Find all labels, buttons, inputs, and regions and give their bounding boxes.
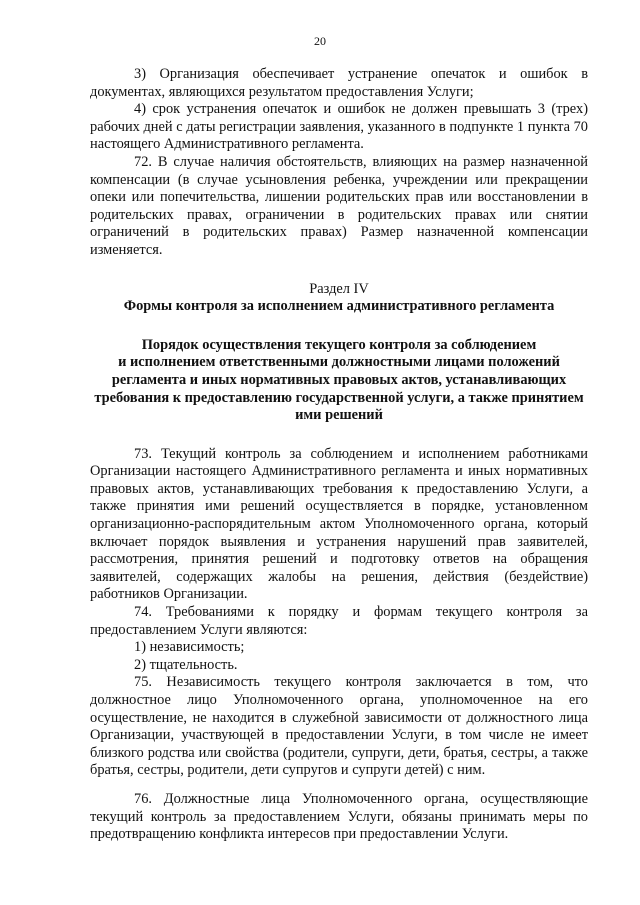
paragraph-74: 74. Требованиями к порядку и формам текущего контроля за предоставлением Услуги являются: [90, 604, 588, 638]
page-content [90, 66, 588, 844]
list-item-thoroughness: 2) тщательность. [134, 656, 238, 673]
paragraph-75: 75. Независимость текущего контроля заключается в том, что должностное лицо Уполномоченного органа, уполномоченное на его осуществление, не находится в служебной зависимости от должностного лица Организации, участвующей в предоставлении Услуги, в том числе не имеет близкого родства или свойства (родители, супруги, дети, братья, сестры, а также братья, сестры, родители, дети супругов и супруги детей) с ним. [90, 674, 588, 779]
subsection-heading [90, 337, 588, 425]
list-item-independence: 1) независимость; [134, 639, 245, 656]
subsection-heading-line: Порядок осуществления текущего контроля за соблюдением [141, 336, 537, 353]
subsection-heading-line: регламента и иных нормативных правовых актов, устанавливающих [111, 371, 567, 388]
section-heading: Формы контроля за исполнением административного регламента [123, 298, 555, 315]
paragraph-item-3: 3) Организация обеспечивает устранение опечаток и ошибок в документах, являющихся результатом предоставления Услуги; [90, 66, 588, 100]
paragraph-item-4: 4) срок устранения опечаток и ошибок не должен превышать 3 (трех) рабочих дней с даты регистрации заявления, указанного в подпункте 1 пункта 70 настоящего Административного регламента. [90, 101, 588, 153]
subsection-heading-line: и исполнением ответственными должностными лицами положений [118, 354, 560, 371]
subsection-heading-line: ими решений [295, 407, 383, 424]
section-title: Раздел IV [309, 280, 369, 297]
paragraph-72: 72. В случае наличия обстоятельств, влияющих на размер назначенной компенсации (в случае усыновления ребенка, учреждении или прекращении опеки или попечительства, лишении родительских прав или восстановлении в родительских правах, ограничении в родительских правах или снятии ограничений в родительских правах) Размер назначенной компенсации изменяется. [90, 153, 588, 258]
paragraph-76: 76. Должностные лица Уполномоченного органа, осуществляющие текущий контроль за предоставлением Услуги, обязаны принимать меры по предотвращению конфликта интересов при предоставлении Услуги. [90, 790, 588, 843]
page-number: 20 [314, 34, 326, 48]
subsection-heading-line: требования к предоставлению государственной услуги, а также принятием [94, 389, 584, 406]
paragraph-73: 73. Текущий контроль за соблюдением и исполнением работниками Организации настоящего Административного регламента и иных нормативных правовых актов, устанавливающих требования к предоставлению Услуги, а также принятия ими решений осуществляется в порядке, установленном организационно-распорядительным актом Уполномоченного органа, который включает порядок выявления и устранения нарушений прав заявителей, рассмотрения, принятия решений и подготовку ответов на обращения заявителей, содержащих жалобы на решения, действия (бездействие) работников Организации. [90, 445, 588, 603]
